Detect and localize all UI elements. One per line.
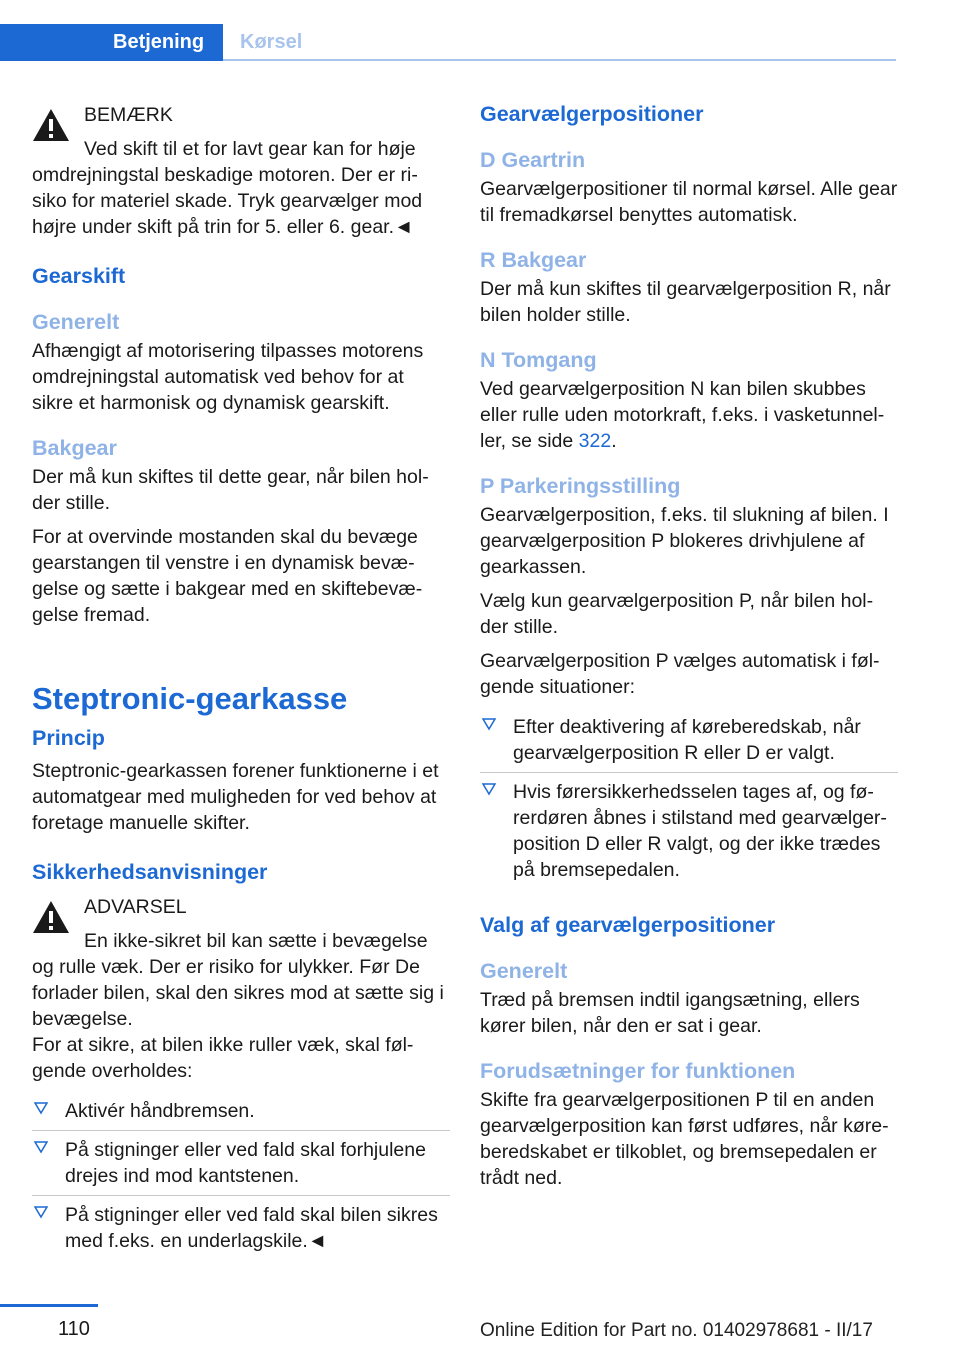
heading-d-geartrin: D Geartrin [480, 148, 586, 172]
paragraph: Der må kun skiftes til dette gear, når bilen hol-der stille. [32, 466, 429, 514]
chapter-tabs [0, 24, 896, 61]
edition-footer: Online Edition for Part no. 01402978681 - II/17 [480, 1320, 873, 1341]
heading-p-parkeringsstilling: P Parkeringsstilling [480, 474, 681, 498]
paragraph: Træd på bremsen indtil igangsætning, ellers kører bilen, når den er sat i gear. [480, 989, 860, 1037]
page-number: 110 [58, 1318, 90, 1340]
paragraph: Gearvælgerpositioner til normal kørsel. Alle gear til fremadkørsel benyttes automatisk. [480, 178, 898, 226]
notice-bemaerk [32, 100, 450, 240]
triangle-bullet-icon [34, 1140, 48, 1154]
paragraph: Ved gearvælgerposition N kan bilen skubbes eller rulle uden motorkraft, f.eks. i vasketunnel-ler, se side 322. [480, 378, 885, 452]
triangle-bullet-icon [34, 1205, 48, 1219]
notice-label: ADVARSEL [84, 896, 187, 918]
list-item: Hvis førersikkerhedsselen tages af, og fø-rerdøren åbnes i stilstand med gearvælger-position D eller R valgt, og der ikke trædes på bremsepedalen. [480, 772, 898, 889]
tab-underline [223, 59, 896, 61]
heading-sikkerhedsanvisninger: Sikkerhedsanvisninger [32, 860, 268, 884]
notice-advarsel [32, 892, 450, 1032]
warning-triangle-icon [32, 108, 70, 142]
right-column [480, 100, 898, 1199]
tab-betjening[interactable]: Betjening [0, 24, 223, 61]
heading-generelt: Generelt [480, 959, 568, 983]
paragraph: Gearvælgerposition, f.eks. til slukning af bilen. I gearvælgerposition P blokeres drivhjulene af gearkassen. [480, 504, 889, 578]
paragraph: Steptronic-gearkassen forener funktionerne i et automatgear med muligheden for ved behov at foretage manuelle skifter. [32, 760, 439, 834]
heading-gearvaelgerpositioner: Gearvælgerpositioner [480, 102, 704, 126]
heading-n-tomgang: N Tomgang [480, 348, 597, 372]
heading-princip: Princip [32, 726, 105, 750]
triangle-bullet-icon [34, 1101, 48, 1115]
heading-bakgear: Bakgear [32, 436, 117, 460]
tab-korsel[interactable]: Kørsel [240, 31, 303, 53]
notice-text: Ved skift til et for lavt gear kan for høje omdrejningstal beskadige motoren. Der er ri-siko for materiel skade. Tryk gearvælger mod højre under skift på trin for 5. eller 6. gear.◄ [32, 138, 423, 238]
auto-p-list [480, 708, 898, 889]
heading-steptronic: Steptronic-gearkasse [32, 681, 348, 716]
left-column [32, 100, 450, 1268]
triangle-bullet-icon [482, 782, 496, 796]
list-item: På stigninger eller ved fald skal forhjulene drejes ind mod kantstenen. [32, 1130, 450, 1195]
paragraph: For at sikre, at bilen ikke ruller væk, skal føl-gende overholdes: [32, 1034, 414, 1082]
list-item: På stigninger eller ved fald skal bilen sikres med f.eks. en underlagskile.◄ [32, 1195, 450, 1260]
page-link-322[interactable]: 322 [578, 430, 612, 452]
list-item: Aktivér håndbremsen. [32, 1092, 450, 1130]
paragraph: Der må kun skiftes til gearvælgerposition R, når bilen holder stille. [480, 278, 891, 326]
paragraph: Skifte fra gearvælgerpositionen P til en anden gearvælgerposition kan først udføres, når køre-beredskabet er tilkoblet, og bremsepedalen er trådt ned. [480, 1089, 889, 1189]
heading-valg-af-gearvaelgerpositioner: Valg af gearvælgerpositioner [480, 913, 776, 937]
heading-gearskift: Gearskift [32, 264, 126, 288]
notice-label: BEMÆRK [84, 104, 173, 126]
heading-r-bakgear: R Bakgear [480, 248, 587, 272]
warning-triangle-icon [32, 900, 70, 934]
page-number-rule [0, 1304, 98, 1307]
paragraph: Vælg kun gearvælgerposition P, når bilen hol-der stille. [480, 590, 874, 638]
paragraph: Gearvælgerposition P vælges automatisk i føl-gende situationer: [480, 650, 880, 698]
paragraph: For at overvinde mostanden skal du bevæge gearstangen til venstre i en dynamisk bevæ-gelse og sætte i bakgear med en skiftebevæ-gelse fremad. [32, 526, 423, 626]
notice-text: En ikke-sikret bil kan sætte i bevægelse og rulle væk. Der er risiko for ulykker. Før De forlader bilen, skal den sikres mod at sætte sig i bevægelse. [32, 930, 444, 1030]
list-item: Efter deaktivering af køreberedskab, når gearvælgerposition R eller D er valgt. [480, 708, 898, 772]
heading-forudsaetninger: Forudsætninger for funktionen [480, 1059, 796, 1083]
heading-generelt: Generelt [32, 310, 120, 334]
paragraph: Afhængigt af motorisering tilpasses motorens omdrejningstal automatisk ved behov for at sikre et harmonisk og dynamisk gearskift. [32, 340, 424, 414]
safety-list [32, 1092, 450, 1260]
triangle-bullet-icon [482, 717, 496, 731]
